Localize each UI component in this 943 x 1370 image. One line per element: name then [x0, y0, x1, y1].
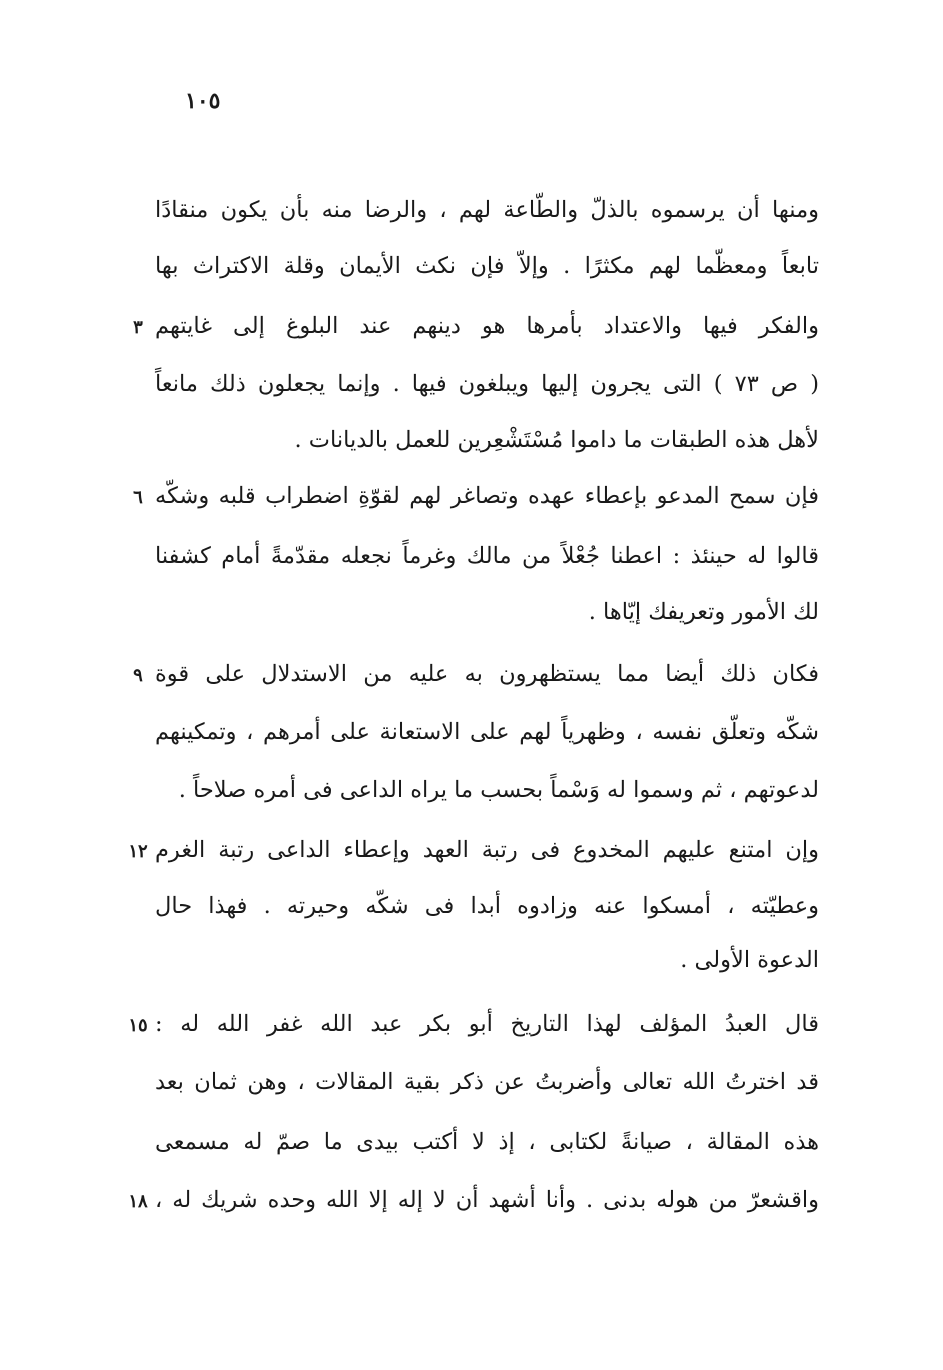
text-line: واقشعرّ من هوله بدنى . وأنا أشهد أن لا إله إلا الله وحده شريك له ، [155, 1187, 819, 1213]
text-line: وإن امتنع عليهم المخدوع فى رتبة العهد وإعطاء الداعى رتبة الغرم [155, 837, 819, 863]
line-number: ١٥ [128, 1015, 148, 1036]
text-line: شكّه وتعلّق نفسه ، وظهرياً لهم على الاستعانة على أمرهم ، وتمكينهم [155, 719, 819, 745]
text-line: ومنها أن يرسموه بالذلّ والطّاعة لهم ، والرضا منه بأن يكون منقادًا [155, 197, 819, 223]
text-line: تابعاً ومعظّما لهم مكثرًا . وإلاّ فإن نكث الأيمان وقلة الاكتراث بها [155, 253, 819, 279]
text-line: فإن سمح المدعو بإعطاء عهده وتصاغر لهم لقوّةِ اضطراب قلبه وشكّه [155, 483, 819, 509]
line-number: ٩ [133, 665, 143, 686]
text-line: قالوا له حينئذ : اعطنا جُعْلاً من مالك وغرماً نجعله مقدّمةً أمام كشفنا [155, 543, 819, 569]
text-line: فكان ذلك أيضا مما يستظهرون به عليه من الاستدلال على قوة [155, 661, 819, 687]
line-number: ٣ [133, 317, 143, 338]
line-number: ٦ [133, 487, 143, 508]
page-number: ١٠٥ [185, 88, 221, 114]
text-line: والفكر فيها والاعتداد بأمرها هو دينهم عند البلوغ إلى غايتهم [155, 313, 819, 339]
line-number: ١٨ [128, 1191, 148, 1212]
text-line: قد اخترتُ الله تعالى وأضربتُ عن ذكر بقية المقالات ، وهن ثمان بعد [155, 1069, 819, 1095]
line-number: ١٢ [128, 841, 148, 862]
text-line: لك الأمور وتعريفك إيّاها . [588, 599, 819, 625]
text-line: قال العبدُ المؤلف لهذا التاريخ أبو بكر عبد الله غفر الله له : [155, 1011, 819, 1037]
text-line: هذه المقالة ، صيانةً لكتابى ، إذ لا أكتب بيدى ما صمّ له مسمعى [155, 1129, 819, 1155]
text-line: الدعوة الأولى . [680, 947, 819, 973]
text-line: ( ص ٧٣ ) التى يجرون إليها ويبلغون فيها . وإنما يجعلون ذلك مانعاً [155, 371, 819, 397]
text-line: لأهل هذه الطبقات ما داموا مُسْتَشْعِرين للعمل بالديانات . [294, 427, 819, 453]
text-line: وعطيّته ، أمسكوا عنه وزادوه أبدا فى شكّه وحيرته . فهذا حال [155, 893, 819, 919]
text-line: لدعوتهم ، ثم وسموا له وَسْماً بحسب ما يراه الداعى فى أمره صلاحاً . [178, 777, 819, 803]
